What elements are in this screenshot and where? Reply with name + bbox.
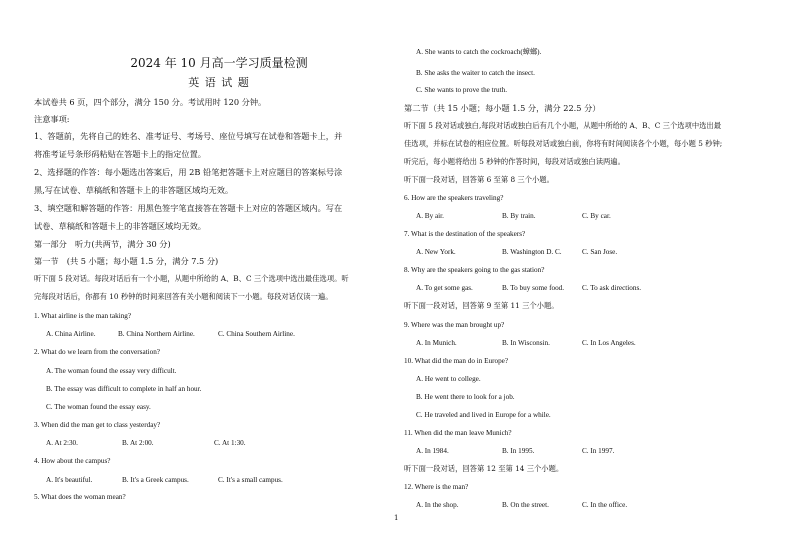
q12-option-c: C. In the office. (582, 501, 628, 509)
notice-line: 2、选择题的作答：每小题选出答案后，用 2B 铅笔把答题卡上对应题目的答案标号涂 (34, 167, 343, 177)
q8-option-a: A. To get some gas. (416, 284, 473, 292)
q4-options (46, 475, 283, 485)
q12-option-b: B. On the street. (502, 501, 549, 509)
listen-instruction-6: 听下面一段对话，回答第 6 至第 8 三个小题。 (404, 175, 554, 184)
q4-option-b: B. It's a Greek campus. (122, 476, 189, 484)
intro-text: 本试卷共 6 页，四个部分，满分 150 分。考试用时 120 分钟。 (34, 97, 267, 107)
q10-option-c: C. He traveled and lived in Europe for a while. (416, 411, 551, 419)
listen-instruction-12: 听下面一段对话，回答第 12 至第 14 三个小题。 (404, 464, 564, 473)
exam-subtitle: 英 语 试 题 (188, 76, 250, 89)
notice-line: 3、填空题和解答题的作答：用黑色签字笔直接答在答题卡上对应的答题区域内。写在 (34, 203, 343, 213)
page-number: 1 (394, 514, 399, 522)
q12-options (416, 500, 627, 510)
question-1: 1. What airline is the man taking? (34, 312, 132, 320)
section2-instructions: 听下面 5 段对话或独白,每段对话或独白后有几个小题，从题中所给的 A、B、C 三个选项中选出最 (404, 121, 722, 130)
q9-option-a: A. In Munich. (416, 339, 457, 347)
q8-option-b: B. To buy some food. (502, 284, 565, 292)
section2-instructions: 听完后，每小题将给出 5 秒钟的作答时间，每段对话或独白读两遍。 (404, 157, 625, 166)
listen-instruction-9: 听下面一段对话，回答第 9 至第 11 三个小题。 (404, 301, 559, 310)
question-12: 12. Where is the man? (404, 483, 469, 491)
q1-options (46, 329, 295, 339)
section1-heading: 第一节 (共 5 小题；每小题 1.5 分，满分 7.5 分) (34, 256, 219, 266)
q6-option-c: C. By car. (582, 212, 611, 220)
question-11: 11. When did the man leave Munich? (404, 429, 512, 437)
q10-option-b: B. He went there to look for a job. (416, 393, 515, 401)
q1-option-b: B. China Northern Airline. (118, 330, 195, 338)
q1-option-c: C. China Southern Airline. (218, 330, 295, 338)
q3-option-a: A. At 2:30. (46, 439, 78, 447)
q4-option-c: C. It's a small campus. (218, 476, 283, 484)
question-2: 2. What do we learn from the conversation? (34, 348, 161, 356)
question-7: 7. What is the destination of the speakers? (404, 230, 526, 238)
q2-option-b: B. The essay was difficult to complete in half an hour. (46, 385, 202, 393)
q9-options (416, 338, 636, 348)
q11-option-b: B. In 1995. (502, 447, 535, 455)
notice-line: 将准考证号条形码粘贴在答题卡上的指定位置。 (34, 149, 206, 159)
q7-option-b: B. Washington D. C. (502, 248, 562, 256)
q9-option-b: B. In Wisconsin. (502, 339, 550, 347)
q10-option-a: A. He went to college. (416, 375, 481, 383)
q3-options (46, 438, 246, 448)
q6-option-a: A. By air. (416, 212, 444, 220)
q1-option-a: A. China Airline. (46, 330, 96, 338)
q11-option-a: A. In 1984. (416, 447, 449, 455)
q9-option-c: C. In Los Angeles. (582, 339, 636, 347)
question-5: 5. What does the woman mean? (34, 493, 126, 501)
notice-line: 试卷、草稿纸和答题卡上的非答题区域均无效。 (34, 221, 206, 231)
q2-option-a: A. The woman found the essay very difficult. (46, 367, 177, 375)
section2-heading: 第二节（共 15 小题；每小题 1.5 分，满分 22.5 分） (404, 103, 601, 113)
q3-option-b: B. At 2:00. (122, 439, 154, 447)
part1-heading: 第一部分 听力(共两节，满分 30 分) (34, 239, 171, 249)
q5-option-b: B. She asks the waiter to catch the insect. (416, 69, 535, 77)
section1-instructions: 听下面 5 段对话。每段对话后有一个小题，从题中所给的 A、B、C 三个选项中选出最佳选项。听 (34, 274, 349, 283)
notice-line: 1、答题前，先将自己的姓名、准考证号、考场号、座位号填写在试卷和答题卡上，并 (34, 131, 343, 141)
q6-options (416, 211, 611, 221)
q11-option-c: C. In 1997. (582, 447, 615, 455)
q6-option-b: B. By train. (502, 212, 536, 220)
exam-title: 2024 年 10 月高一学习质量检测 (130, 56, 308, 70)
q8-options (416, 283, 641, 293)
q5-option-c: C. She wants to prove the truth. (416, 86, 508, 94)
question-4: 4. How about the campus? (34, 457, 111, 465)
section2-instructions: 佳选项，并标在试卷的相应位置。听每段对话或独白前，你将有时间阅读各个小题，每小题 5 秒钟; (404, 139, 723, 148)
q4-option-a: A. It's beautiful. (46, 476, 93, 484)
q8-option-c: C. To ask directions. (582, 284, 642, 292)
question-9: 9. Where was the man brought up? (404, 321, 505, 329)
q7-option-a: A. New York. (416, 248, 456, 256)
left-column (34, 0, 404, 560)
question-10: 10. What did the man do in Europe? (404, 357, 509, 365)
notice-heading: 注意事项: (34, 114, 70, 124)
q5-option-a: A. She wants to catch the cockroach(蟑螂). (416, 48, 542, 56)
question-6: 6. How are the speakers traveling? (404, 194, 504, 202)
q3-option-c: C. At 1:30. (214, 439, 246, 447)
q12-option-a: A. In the shop. (416, 501, 459, 509)
q2-option-c: C. The woman found the essay easy. (46, 403, 151, 411)
section1-instructions: 完每段对话后，你都有 10 秒钟的时间来回答有关小题和阅读下一小题。每段对话仅读一遍。 (34, 292, 333, 301)
q7-option-c: C. San Jose. (582, 248, 618, 256)
right-column (404, 0, 774, 560)
q11-options (416, 446, 614, 456)
notice-line: 黑,写在试卷、草稿纸和答题卡上的非答题区域均无效。 (34, 185, 234, 195)
question-8: 8. Why are the speakers going to the gas station? (404, 266, 545, 274)
q7-options (416, 247, 617, 257)
question-3: 3. When did the man get to class yesterday? (34, 421, 161, 429)
